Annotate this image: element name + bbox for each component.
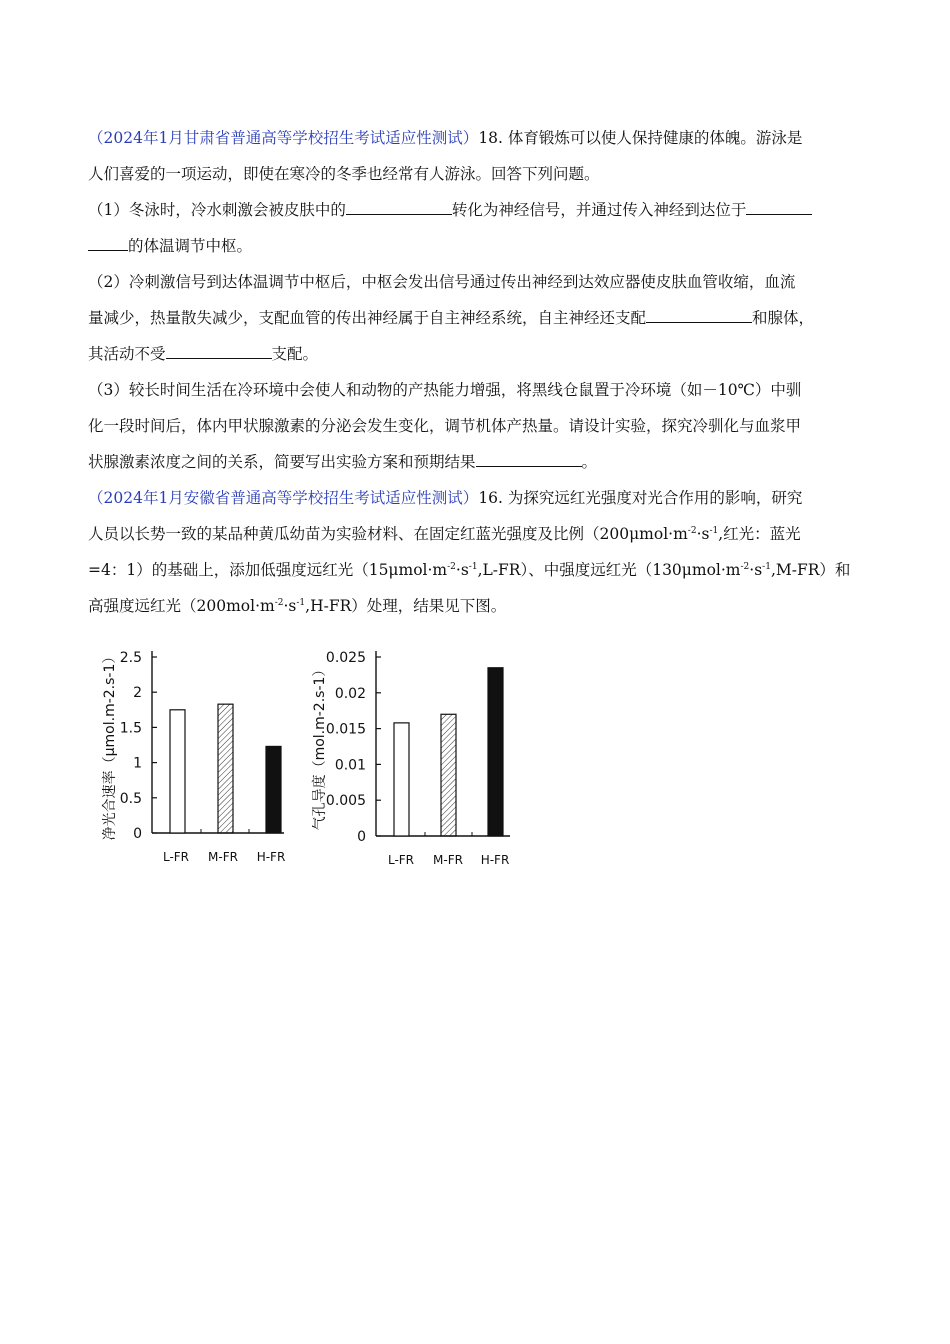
q16-text: =4：1）的基础上，添加低强度远红光（15μmol·m [88, 561, 448, 579]
bar-m-fr [218, 704, 233, 833]
x-tick-label: H-FR [256, 850, 286, 864]
q16-text: ·s [749, 561, 763, 579]
q18-part1 [88, 192, 864, 264]
answer-blank[interactable] [476, 452, 582, 467]
q16-text: ·s [696, 525, 710, 543]
bar-l-fr [394, 723, 409, 836]
x-tick-label: M-FR [208, 850, 238, 864]
net-photosynthesis-chart [90, 640, 300, 872]
stomatal-conductance-chart [300, 640, 530, 872]
q16-text: ,红光：蓝光 [718, 525, 801, 543]
y-tick-label: 0 [357, 829, 366, 845]
q18-part1-text-b: 转化为神经信号，并通过传入神经到达位于 [451, 201, 747, 219]
answer-blank[interactable] [746, 200, 812, 215]
y-tick-label: 0.015 [325, 721, 366, 738]
bar-h-fr [266, 746, 281, 833]
q18-stem-line1: 18. 体育锻炼可以使人保持健康的体魄。游泳是 [478, 129, 803, 147]
q18-source: （2024年1月甘肃省普通高等学校招生考试适应性测试） [88, 129, 479, 147]
q18-part1-text-a: （1）冬泳时，冷水刺激会被皮肤中的 [88, 201, 346, 219]
y-tick-label: 0 [133, 826, 142, 842]
superscript: -1 [762, 561, 771, 572]
superscript: -1 [709, 525, 719, 536]
q16-text: 人员以长势一致的某品种黄瓜幼苗为实验材料、在固定红蓝光强度及比例（200μmol·m [88, 525, 688, 543]
q16-source: （2024年1月安徽省普通高等学校招生考试适应性测试） [88, 489, 479, 507]
q16-text: ·s [455, 561, 469, 579]
y-tick-label: 2 [133, 685, 142, 702]
x-tick-label: L-FR [387, 853, 415, 867]
superscript: -1 [296, 597, 306, 608]
q18-part3-text-b: 。 [581, 453, 598, 471]
q18-part2-text-b: 和腺体， [752, 309, 815, 327]
x-tick-label: L-FR [162, 850, 190, 864]
bar-l-fr [170, 710, 185, 833]
x-tick-label: H-FR [480, 853, 510, 867]
answer-blank[interactable] [646, 308, 752, 323]
superscript: -2 [274, 597, 284, 608]
y-axis-label: 净光合速率（μmol.m-2.s-1） [102, 649, 118, 841]
q16-text: ,H-FR）处理，结果见下图。 [305, 597, 507, 615]
y-tick-label: 0.5 [119, 790, 142, 807]
q18-part3 [88, 372, 864, 480]
q18-part2-text-c: 其活动不受 [88, 345, 166, 363]
y-tick-label: 0.02 [334, 685, 366, 702]
q16-stem-line1: 16. 为探究远红光强度对光合作用的影响，研究 [478, 489, 803, 507]
q18-part3-text-a: 状腺激素浓度之间的关系，简要写出实验方案和预期结果 [88, 453, 476, 471]
q18-stem-line2: 人们喜爱的一项运动，即使在寒冷的冬季也经常有人游泳。回答下列问题。 [88, 165, 600, 183]
q16-text: ,M-FR）和 [770, 561, 851, 579]
q18-part2-line1: （2）冷刺激信号到达体温调节中枢后，中枢会发出信号通过传出神经到达效应器使皮肤血管收缩，血流 [88, 273, 796, 291]
bar-m-fr [441, 714, 456, 836]
answer-blank[interactable] [346, 200, 452, 215]
answer-blank[interactable] [88, 236, 128, 251]
q18-part1-text-c: 的体温调节中枢。 [128, 237, 253, 255]
superscript: -1 [468, 561, 478, 572]
q16-text: 高强度远红光（200mol·m [88, 597, 275, 615]
q18-part3-line1: （3）较长时间生活在冷环境中会使人和动物的产热能力增强，将黑线仓鼠置于冷环境（如－10℃）中驯 [88, 381, 802, 399]
y-tick-label: 0.025 [325, 650, 366, 666]
y-tick-label: 2.5 [119, 650, 142, 666]
y-tick-label: 1 [133, 755, 142, 772]
q18-part2 [88, 264, 864, 372]
y-tick-label: 0.005 [325, 793, 366, 810]
y-tick-label: 1.5 [119, 720, 142, 737]
superscript: -2 [447, 561, 456, 572]
q18-part3-line2: 化一段时间后，体内甲状腺激素的分泌会发生变化，调节机体产热量。请设计实验，探究冷驯化与血浆甲 [88, 417, 802, 435]
superscript: -2 [740, 561, 750, 572]
x-tick-label: M-FR [433, 853, 463, 867]
y-tick-label: 0.01 [334, 757, 366, 774]
q18-stem [88, 120, 864, 192]
q18-part2-text-d: 支配。 [271, 345, 319, 363]
q16-stem [88, 480, 864, 624]
q18-part2-text-a: 量减少，热量散失减少，支配血管的传出神经属于自主神经系统，自主神经还支配 [88, 309, 647, 327]
y-axis-label: 气孔导度（mol.m-2.s-1） [312, 662, 328, 831]
answer-blank[interactable] [166, 344, 272, 359]
q16-text: ·s [283, 597, 297, 615]
q16-text: ,L-FR）、中强度远红光（130μmol·m [477, 561, 741, 579]
bar-h-fr [488, 668, 503, 836]
superscript: -2 [687, 525, 697, 536]
